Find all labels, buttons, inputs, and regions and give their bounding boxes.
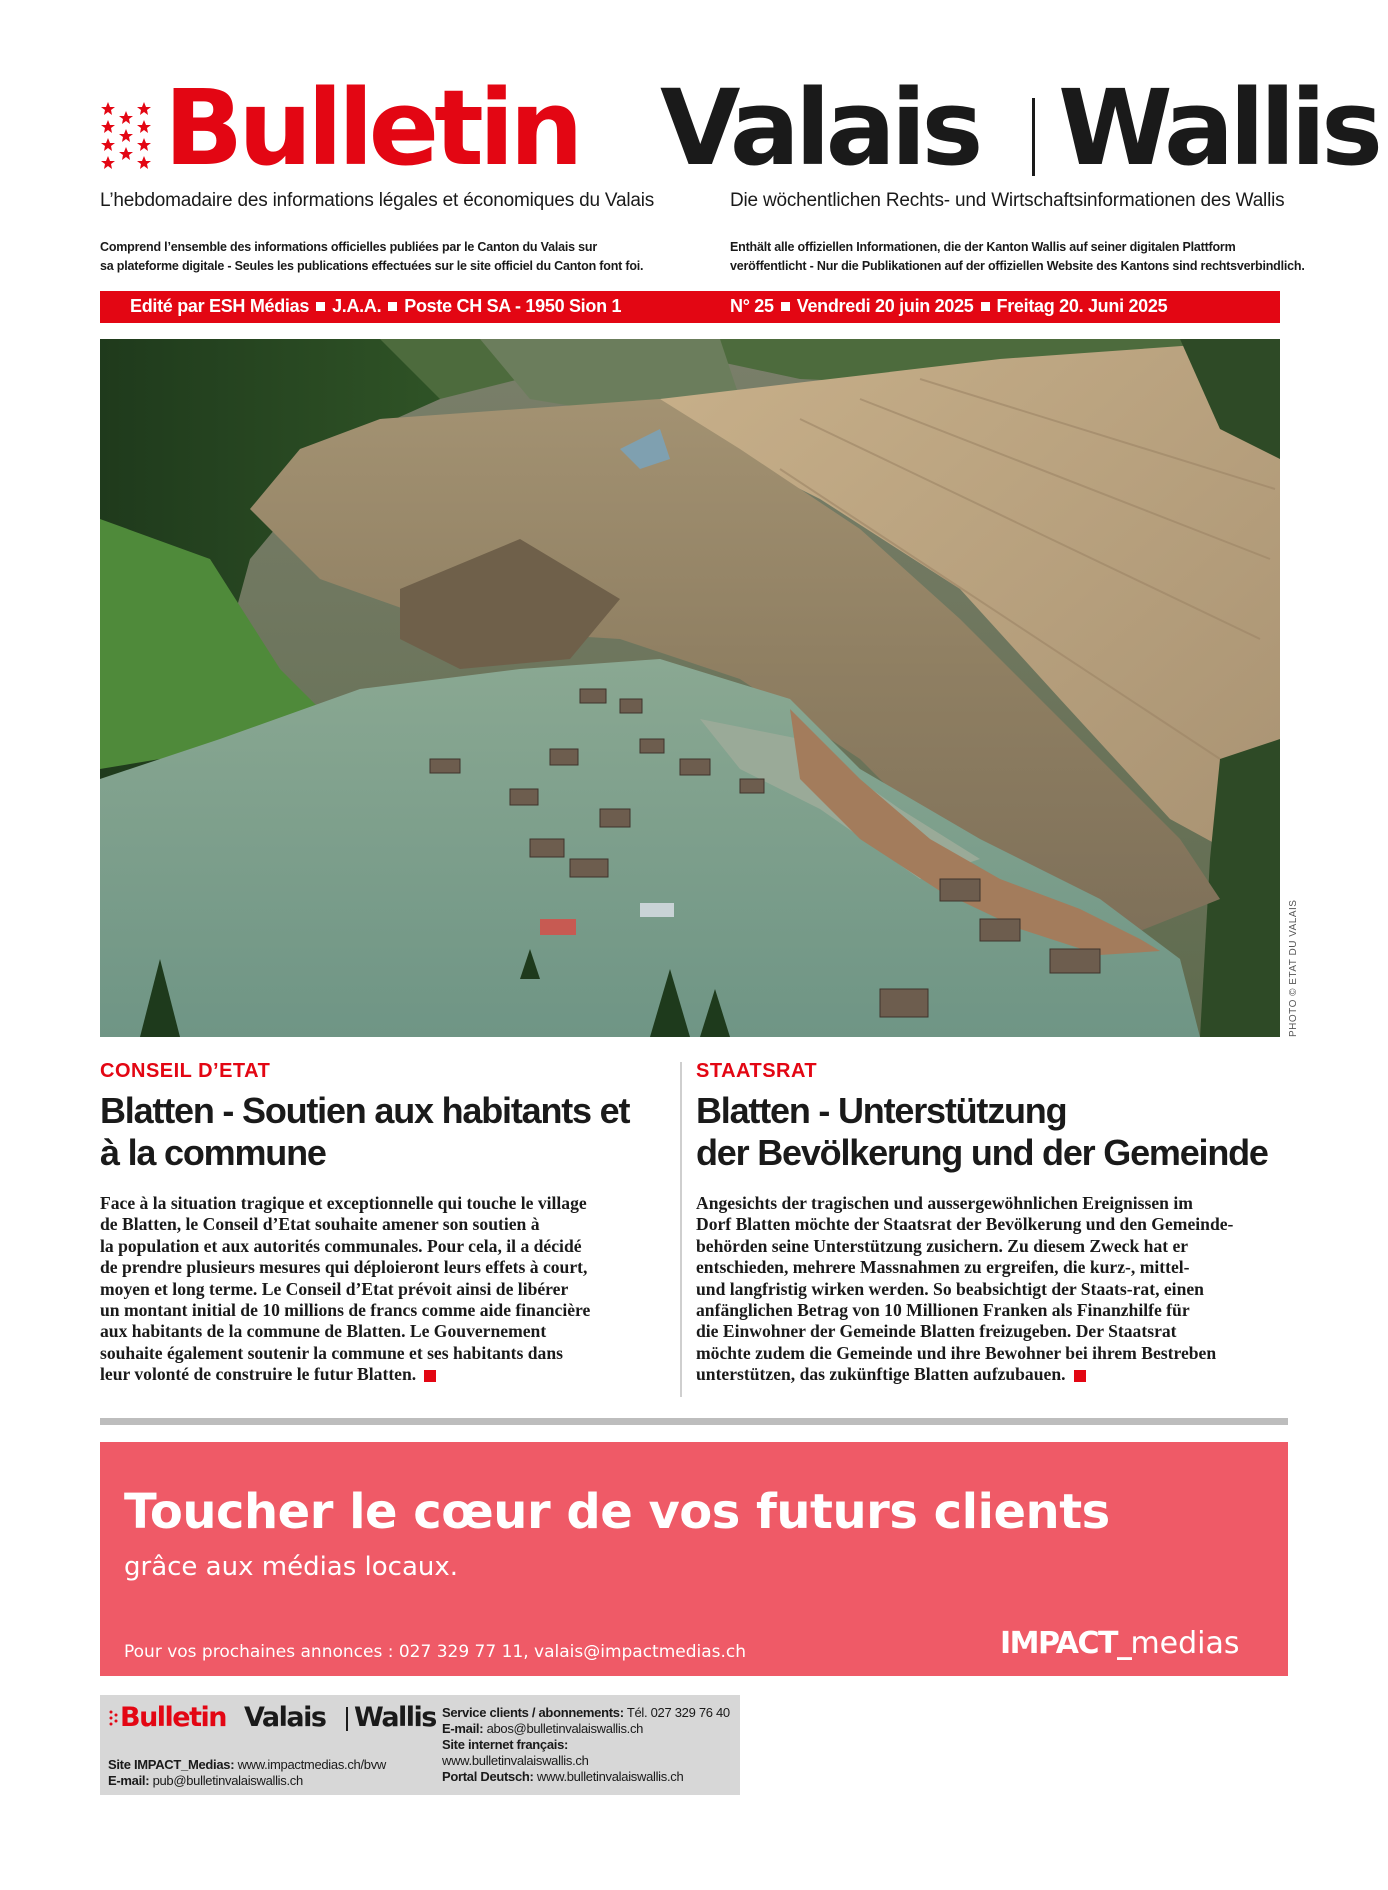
- footer-service-email-link[interactable]: abos@bulletinvalaiswallis.ch: [486, 1721, 644, 1736]
- ad-subtitle: grâce aux médias locaux.: [124, 1552, 459, 1582]
- body-line: de Blatten, le Conseil d’Etat souhaite amener son soutien à: [100, 1214, 540, 1235]
- jaa: J.A.A.: [332, 296, 382, 316]
- footer-site: [108, 1757, 386, 1773]
- headline-fr: [100, 1090, 680, 1174]
- note-de-line: veröffentlicht - Nur die Publikationen auf der offiziellen Website des Kantons sind rechtsverbindlich.: [730, 259, 1305, 273]
- headline-fr-line: à la commune: [100, 1132, 326, 1173]
- brand-bulletin: Bulletin: [164, 67, 579, 189]
- note-fr: [100, 238, 643, 276]
- column-divider: [680, 1062, 682, 1397]
- ad-contact: Pour vos prochaines annonces : 027 329 77 11, valais@impactmedias.ch: [124, 1642, 747, 1662]
- edition-left: [130, 296, 621, 317]
- body-line: möchte zudem die Gemeinde und ihre Bewohner bei ihrem Bestreben: [696, 1342, 1217, 1363]
- square-icon: [981, 302, 990, 311]
- footer-service: [442, 1705, 730, 1721]
- note-fr-line: sa plateforme digitale - Seules les publications effectuées sur le site officiel du Canton font foi.: [100, 259, 644, 273]
- footer-brand-valais: Valais: [244, 1702, 326, 1733]
- landslide-photo: [100, 339, 1280, 1037]
- footer-brand-wallis: Wallis: [354, 1702, 436, 1733]
- body-line-last: [696, 1364, 1233, 1385]
- body-line: aux habitants de la commune de Blatten. Le Gouvernement: [100, 1321, 547, 1342]
- footer-brand-bulletin: Bulletin: [120, 1702, 227, 1733]
- publisher: Edité par ESH Médias: [130, 296, 310, 316]
- date-fr: Vendredi 20 juin 2025: [796, 296, 974, 316]
- kicker-fr: CONSEIL D’ETAT: [100, 1060, 271, 1082]
- body-line: behörden seine Unterstützung zusichern. Zu diesem Zweck hat er: [696, 1235, 1189, 1256]
- brand-divider: [1032, 98, 1035, 176]
- logo-bold: IMPACT: [1000, 1626, 1117, 1661]
- body-line: un montant initial de 10 millions de francs comme aide financière: [100, 1300, 591, 1321]
- body-line: die Einwohner der Gemeinde Blatten freizugeben. Der Staatsrat: [696, 1321, 1177, 1342]
- brand-valais: Valais: [660, 67, 979, 189]
- body-line: Dorf Blatten möchte der Staatsrat der Bevölkerung und den Gemeinde-: [696, 1214, 1234, 1235]
- edition-right: [730, 296, 1167, 317]
- section-divider: [100, 1418, 1288, 1425]
- article-de-body: [696, 1193, 1233, 1386]
- photo-credit: PHOTO © ETAT DU VALAIS: [1288, 899, 1299, 1037]
- body-line: de prendre plusieurs mesures qui déploieront leurs effets à court,: [100, 1257, 588, 1278]
- logo-sep: _: [1116, 1626, 1131, 1661]
- footer-brand-divider: [346, 1707, 348, 1731]
- body-line: Face à la situation tragique et exceptionnelle qui touche le village: [100, 1193, 587, 1213]
- footer-portal-de: [442, 1769, 683, 1785]
- footer-site-label: Site IMPACT_Medias:: [108, 1757, 235, 1772]
- square-icon: [781, 302, 790, 311]
- note-de-line: Enthält alle offiziellen Informationen, die der Kanton Wallis auf seiner digitalen Plattform: [730, 240, 1236, 254]
- footer-service-email-label: E-mail:: [442, 1721, 484, 1736]
- footer-service-phone[interactable]: Tél. 027 329 76 40: [626, 1705, 730, 1720]
- footer-site-link[interactable]: www.impactmedias.ch/bvw: [237, 1757, 386, 1772]
- body-line: anfänglichen Betrag von 10 Millionen Franken als Finanzhilfe für: [696, 1300, 1190, 1321]
- masthead: [100, 67, 1379, 189]
- logo-light: medias: [1130, 1626, 1240, 1661]
- body-line-last: [100, 1364, 590, 1385]
- advertisement[interactable]: [100, 1442, 1288, 1676]
- body-line: entschieden, mehrere Massnahmen zu ergreifen, die kurz-, mittel-: [696, 1257, 1190, 1278]
- headline-de-line: Blatten - Unterstützung: [696, 1090, 1067, 1131]
- star-icon: [100, 100, 158, 172]
- square-icon: [316, 302, 325, 311]
- footer-site-fr-label-text: Site internet français:: [442, 1737, 569, 1752]
- footer-portal-de-link[interactable]: www.bulletinvalaiswallis.ch: [536, 1769, 684, 1784]
- footer-email-link[interactable]: pub@bulletinvalaiswallis.ch: [152, 1773, 303, 1788]
- body-line: leur volonté de construire le futur Blatten.: [100, 1364, 417, 1385]
- end-square-icon: [424, 1370, 436, 1382]
- poste: Poste CH SA - 1950 Sion 1: [404, 296, 622, 316]
- body-line: la population et aux autorités communales. Pour cela, il a décidé: [100, 1235, 582, 1256]
- cover-photo: [100, 339, 1280, 1037]
- brand-wallis: Wallis: [1058, 67, 1379, 189]
- body-line: unterstützen, das zukünftige Blatten aufzubauen.: [696, 1364, 1066, 1385]
- body-line: souhaite également soutenir la commune et ses habitants dans: [100, 1342, 563, 1363]
- footer-email: [108, 1773, 303, 1789]
- footer-site-fr-label: [442, 1737, 568, 1753]
- edition-bar: [100, 291, 1280, 323]
- body-line: moyen et long terme. Le Conseil d’Etat prévoit ainsi de libérer: [100, 1278, 569, 1299]
- impact-medias-logo: [1000, 1626, 1240, 1661]
- date-de: Freitag 20. Juni 2025: [996, 296, 1168, 316]
- footer-email-label: E-mail:: [108, 1773, 150, 1788]
- end-square-icon: [1074, 1370, 1086, 1382]
- issue-number: N° 25: [730, 296, 774, 316]
- footer-site-fr-link[interactable]: www.bulletinvalaiswallis.ch: [442, 1753, 589, 1768]
- footer-portal-de-label: Portal Deutsch:: [442, 1769, 534, 1784]
- square-icon: [388, 302, 397, 311]
- body-line: Angesichts der tragischen und aussergewöhnlichen Ereignissen im: [696, 1193, 1193, 1213]
- tagline-fr: L’hebdomadaire des informations légales et économiques du Valais: [100, 190, 655, 211]
- headline-de-line: der Bevölkerung und der Gemeinde: [696, 1132, 1268, 1173]
- kicker-de: STAATSRAT: [696, 1060, 818, 1082]
- tagline-de: Die wöchentlichen Rechts- und Wirtschaftsinformationen des Wallis: [730, 190, 1285, 211]
- note-fr-line: Comprend l’ensemble des informations officielles publiées par le Canton du Valais sur: [100, 240, 598, 254]
- article-fr-body: [100, 1193, 590, 1386]
- body-line: und langfristig wirken werden. So beabsichtigt der Staats-rat, einen: [696, 1278, 1204, 1299]
- footer-box: [100, 1695, 740, 1795]
- footer-service-label: Service clients / abonnements:: [442, 1705, 624, 1720]
- headline-fr-line: Blatten - Soutien aux habitants et: [100, 1090, 630, 1131]
- footer-service-email: [442, 1721, 643, 1737]
- note-de: [730, 238, 1305, 276]
- star-icon: [108, 1709, 120, 1729]
- ad-title: Toucher le cœur de vos futurs clients: [124, 1484, 1110, 1540]
- headline-de: [696, 1090, 1276, 1174]
